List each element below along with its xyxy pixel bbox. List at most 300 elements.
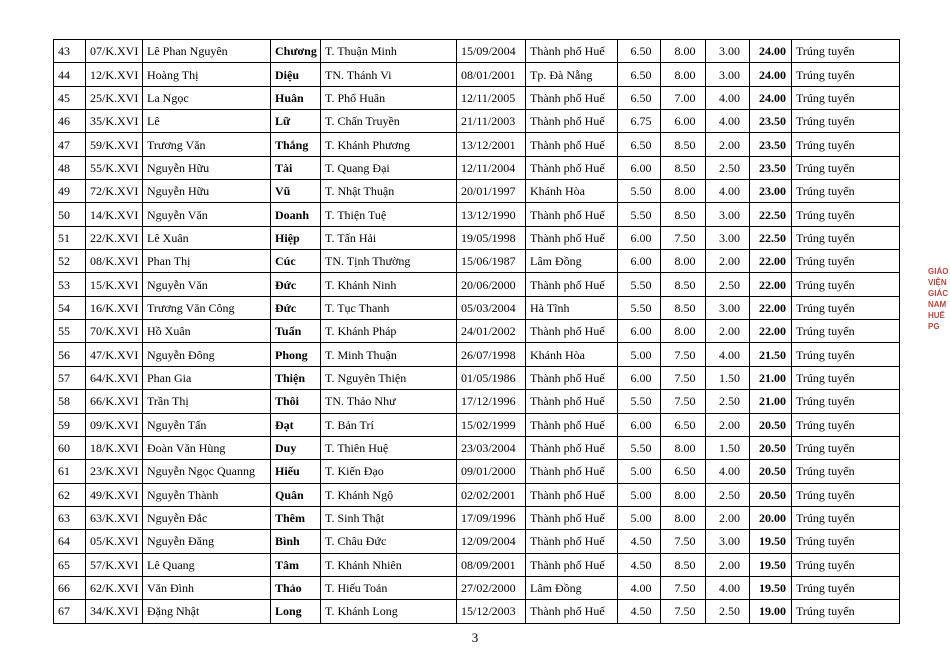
hometown: Thành phố Huế (526, 413, 618, 436)
score-1: 5.00 (618, 460, 661, 483)
score-3: 4.00 (706, 180, 750, 203)
score-2: 8.00 (661, 250, 706, 273)
dharma-name: T. Khánh Long (321, 600, 457, 623)
hometown: Thành phố Huế (526, 86, 618, 109)
row-number: 60 (54, 436, 86, 459)
hometown: Lâm Đồng (526, 576, 618, 599)
result-status: Trúng tuyển (792, 483, 900, 506)
dharma-name: T. Phổ Huân (321, 86, 457, 109)
score-3: 2.50 (706, 156, 750, 179)
hometown: Thành phố Huế (526, 156, 618, 179)
candidate-surname: Phan Thị (143, 250, 271, 273)
candidate-name: Thắng (271, 133, 321, 156)
score-2: 7.00 (661, 86, 706, 109)
stamp-text: GIÁO (928, 267, 949, 276)
score-1: 4.50 (618, 553, 661, 576)
candidate-name: Tuấn (271, 320, 321, 343)
row-number: 52 (54, 250, 86, 273)
candidate-code: 08/K.XVI (86, 250, 143, 273)
score-2: 8.50 (661, 296, 706, 319)
candidate-code: 25/K.XVI (86, 86, 143, 109)
score-2: 8.50 (661, 273, 706, 296)
score-1: 6.00 (618, 250, 661, 273)
result-status: Trúng tuyển (792, 320, 900, 343)
result-status: Trúng tuyển (792, 226, 900, 249)
result-status: Trúng tuyển (792, 366, 900, 389)
score-3: 3.00 (706, 63, 750, 86)
candidate-name: Long (271, 600, 321, 623)
total-score: 21.50 (750, 343, 792, 366)
hometown: Thành phố Huế (526, 226, 618, 249)
dharma-name: T. Hiếu Toản (321, 576, 457, 599)
dharma-name: T. Minh Thuận (321, 343, 457, 366)
hometown: Thành phố Huế (526, 436, 618, 459)
score-3: 2.50 (706, 483, 750, 506)
candidate-name: Hiếu (271, 460, 321, 483)
dharma-name: T. Nguyên Thiện (321, 366, 457, 389)
total-score: 22.00 (750, 296, 792, 319)
score-1: 6.00 (618, 156, 661, 179)
result-status: Trúng tuyển (792, 343, 900, 366)
candidate-code: 34/K.XVI (86, 600, 143, 623)
total-score: 21.00 (750, 366, 792, 389)
seal-stamp (928, 266, 950, 358)
dharma-name: T. Bản Trí (321, 413, 457, 436)
dharma-name: TN. Thảo Như (321, 390, 457, 413)
date-of-birth: 21/11/2003 (457, 110, 526, 133)
total-score: 20.00 (750, 506, 792, 529)
hometown: Thành phố Huế (526, 530, 618, 553)
total-score: 20.50 (750, 483, 792, 506)
candidate-code: 66/K.XVI (86, 390, 143, 413)
candidate-surname: Nguyễn Đắc (143, 506, 271, 529)
score-3: 2.00 (706, 320, 750, 343)
candidate-surname: Hồ Xuân (143, 320, 271, 343)
row-number: 63 (54, 506, 86, 529)
dharma-name: T. Kiến Đạo (321, 460, 457, 483)
score-3: 1.50 (706, 366, 750, 389)
hometown: Thành phố Huế (526, 203, 618, 226)
dharma-name: T. Khánh Phương (321, 133, 457, 156)
total-score: 19.50 (750, 576, 792, 599)
score-3: 2.50 (706, 390, 750, 413)
total-score: 22.50 (750, 203, 792, 226)
candidate-surname: Hoàng Thị (143, 63, 271, 86)
row-number: 54 (54, 296, 86, 319)
candidate-code: 49/K.XVI (86, 483, 143, 506)
score-1: 5.00 (618, 483, 661, 506)
dharma-name: T. Châu Đức (321, 530, 457, 553)
result-status: Trúng tuyển (792, 600, 900, 623)
date-of-birth: 12/09/2004 (457, 530, 526, 553)
date-of-birth: 15/12/2003 (457, 600, 526, 623)
candidate-surname: Trương Văn (143, 133, 271, 156)
total-score: 22.50 (750, 226, 792, 249)
table-row (54, 296, 900, 319)
total-score: 24.00 (750, 40, 792, 63)
score-2: 7.50 (661, 576, 706, 599)
total-score: 22.00 (750, 250, 792, 273)
result-status: Trúng tuyển (792, 553, 900, 576)
candidate-surname: Nguyễn Thành (143, 483, 271, 506)
score-1: 5.50 (618, 436, 661, 459)
row-number: 56 (54, 343, 86, 366)
dharma-name: T. Nhật Thuận (321, 180, 457, 203)
score-3: 2.00 (706, 133, 750, 156)
total-score: 23.00 (750, 180, 792, 203)
score-2: 7.50 (661, 530, 706, 553)
hometown: Thành phố Huế (526, 483, 618, 506)
result-status: Trúng tuyển (792, 460, 900, 483)
row-number: 50 (54, 203, 86, 226)
table-row (54, 390, 900, 413)
candidate-code: 70/K.XVI (86, 320, 143, 343)
date-of-birth: 13/12/2001 (457, 133, 526, 156)
candidate-name: Hiệp (271, 226, 321, 249)
dharma-name: T. Tục Thanh (321, 296, 457, 319)
row-number: 48 (54, 156, 86, 179)
hometown: Thành phố Huế (526, 133, 618, 156)
hometown: Thành phố Huế (526, 460, 618, 483)
result-status: Trúng tuyển (792, 203, 900, 226)
total-score: 24.00 (750, 86, 792, 109)
candidate-code: 18/K.XVI (86, 436, 143, 459)
row-number: 67 (54, 600, 86, 623)
hometown: Thành phố Huế (526, 320, 618, 343)
candidate-code: 05/K.XVI (86, 530, 143, 553)
score-3: 3.00 (706, 40, 750, 63)
score-1: 6.50 (618, 63, 661, 86)
date-of-birth: 15/06/1987 (457, 250, 526, 273)
result-status: Trúng tuyển (792, 413, 900, 436)
result-status: Trúng tuyển (792, 110, 900, 133)
dharma-name: T. Khánh Ninh (321, 273, 457, 296)
row-number: 45 (54, 86, 86, 109)
score-1: 5.50 (618, 296, 661, 319)
candidate-surname: Nguyễn Hữu (143, 156, 271, 179)
row-number: 59 (54, 413, 86, 436)
candidate-surname: Đặng Nhật (143, 600, 271, 623)
result-status: Trúng tuyển (792, 530, 900, 553)
date-of-birth: 08/01/2001 (457, 63, 526, 86)
date-of-birth: 01/05/1986 (457, 366, 526, 389)
candidate-surname: Trần Thị (143, 390, 271, 413)
result-status: Trúng tuyển (792, 156, 900, 179)
row-number: 55 (54, 320, 86, 343)
total-score: 20.50 (750, 460, 792, 483)
score-3: 1.50 (706, 436, 750, 459)
candidate-code: 35/K.XVI (86, 110, 143, 133)
candidate-name: Cúc (271, 250, 321, 273)
hometown: Tp. Đà Nẵng (526, 63, 618, 86)
candidate-name: Quân (271, 483, 321, 506)
score-2: 6.50 (661, 413, 706, 436)
row-number: 65 (54, 553, 86, 576)
score-1: 6.00 (618, 226, 661, 249)
date-of-birth: 20/06/2000 (457, 273, 526, 296)
dharma-name: T. Quang Đại (321, 156, 457, 179)
stamp-text: VIỆN (928, 278, 947, 287)
table-row (54, 320, 900, 343)
dharma-name: T. Khánh Ngộ (321, 483, 457, 506)
table-row (54, 40, 900, 63)
date-of-birth: 19/05/1998 (457, 226, 526, 249)
candidate-surname: Nguyễn Đăng (143, 530, 271, 553)
date-of-birth: 13/12/1990 (457, 203, 526, 226)
score-3: 4.00 (706, 460, 750, 483)
hometown: Thành phố Huế (526, 600, 618, 623)
dharma-name: TN. Tịnh Thường (321, 250, 457, 273)
candidate-name: Thêm (271, 506, 321, 529)
row-number: 64 (54, 530, 86, 553)
score-1: 4.00 (618, 576, 661, 599)
candidate-surname: Nguyễn Đông (143, 343, 271, 366)
total-score: 23.50 (750, 110, 792, 133)
score-3: 2.00 (706, 506, 750, 529)
row-number: 43 (54, 40, 86, 63)
candidate-name: Vũ (271, 180, 321, 203)
page-number: 3 (471, 630, 479, 645)
total-score: 22.00 (750, 273, 792, 296)
date-of-birth: 12/11/2005 (457, 86, 526, 109)
candidate-code: 59/K.XVI (86, 133, 143, 156)
candidate-name: Tâm (271, 553, 321, 576)
candidate-name: Thôi (271, 390, 321, 413)
row-number: 46 (54, 110, 86, 133)
result-status: Trúng tuyển (792, 250, 900, 273)
score-2: 7.50 (661, 366, 706, 389)
dharma-name: T. Tấn Hải (321, 226, 457, 249)
score-2: 7.50 (661, 226, 706, 249)
stamp-text: GIÁC (928, 289, 948, 298)
score-1: 4.50 (618, 530, 661, 553)
candidate-name: Thảo (271, 576, 321, 599)
candidate-code: 09/K.XVI (86, 413, 143, 436)
result-status: Trúng tuyển (792, 86, 900, 109)
candidate-name: Diệu (271, 63, 321, 86)
row-number: 62 (54, 483, 86, 506)
total-score: 21.00 (750, 390, 792, 413)
table-row (54, 180, 900, 203)
result-status: Trúng tuyển (792, 273, 900, 296)
table-row (54, 576, 900, 599)
table-body (54, 40, 900, 624)
score-1: 5.50 (618, 273, 661, 296)
candidate-code: 14/K.XVI (86, 203, 143, 226)
total-score: 23.50 (750, 156, 792, 179)
score-2: 8.00 (661, 180, 706, 203)
score-1: 5.00 (618, 343, 661, 366)
candidate-code: 22/K.XVI (86, 226, 143, 249)
date-of-birth: 15/02/1999 (457, 413, 526, 436)
candidate-name: Duy (271, 436, 321, 459)
date-of-birth: 17/09/1996 (457, 506, 526, 529)
date-of-birth: 12/11/2004 (457, 156, 526, 179)
total-score: 20.50 (750, 413, 792, 436)
candidate-code: 07/K.XVI (86, 40, 143, 63)
table-row (54, 86, 900, 109)
row-number: 61 (54, 460, 86, 483)
date-of-birth: 17/12/1996 (457, 390, 526, 413)
table-row (54, 110, 900, 133)
score-3: 3.00 (706, 203, 750, 226)
row-number: 58 (54, 390, 86, 413)
candidate-name: Huân (271, 86, 321, 109)
result-status: Trúng tuyển (792, 133, 900, 156)
candidate-surname: Phan Gia (143, 366, 271, 389)
score-1: 6.50 (618, 40, 661, 63)
result-status: Trúng tuyển (792, 436, 900, 459)
date-of-birth: 26/07/1998 (457, 343, 526, 366)
hometown: Thành phố Huế (526, 553, 618, 576)
result-status: Trúng tuyển (792, 296, 900, 319)
table-row (54, 460, 900, 483)
candidate-code: 15/K.XVI (86, 273, 143, 296)
score-2: 8.50 (661, 156, 706, 179)
row-number: 66 (54, 576, 86, 599)
candidate-surname: Trương Văn Công (143, 296, 271, 319)
table-row (54, 600, 900, 623)
score-2: 8.00 (661, 506, 706, 529)
candidate-surname: Nguyễn Hữu (143, 180, 271, 203)
date-of-birth: 05/03/2004 (457, 296, 526, 319)
score-2: 8.00 (661, 320, 706, 343)
score-1: 5.00 (618, 506, 661, 529)
total-score: 19.50 (750, 530, 792, 553)
candidate-code: 12/K.XVI (86, 63, 143, 86)
score-3: 3.00 (706, 530, 750, 553)
score-3: 4.00 (706, 86, 750, 109)
candidate-surname: Lê Phan Nguyên (143, 40, 271, 63)
total-score: 20.50 (750, 436, 792, 459)
stamp-text: NAM (928, 300, 947, 309)
score-1: 6.50 (618, 86, 661, 109)
hometown: Thành phố Huế (526, 110, 618, 133)
table-row (54, 553, 900, 576)
dharma-name: T. Thuận Minh (321, 40, 457, 63)
date-of-birth: 24/01/2002 (457, 320, 526, 343)
table-row (54, 366, 900, 389)
candidate-name: Bình (271, 530, 321, 553)
candidate-name: Phong (271, 343, 321, 366)
row-number: 44 (54, 63, 86, 86)
dharma-name: T. Sinh Thật (321, 506, 457, 529)
score-2: 8.00 (661, 63, 706, 86)
table-row (54, 273, 900, 296)
table-row (54, 156, 900, 179)
hometown: Thành phố Huế (526, 390, 618, 413)
candidate-surname: La Ngọc (143, 86, 271, 109)
candidate-surname: Văn Đình (143, 576, 271, 599)
hometown: Thành phố Huế (526, 506, 618, 529)
date-of-birth: 23/03/2004 (457, 436, 526, 459)
candidate-code: 55/K.XVI (86, 156, 143, 179)
score-3: 2.00 (706, 553, 750, 576)
row-number: 57 (54, 366, 86, 389)
candidate-name: Doanh (271, 203, 321, 226)
score-1: 6.50 (618, 133, 661, 156)
hometown: Khánh Hòa (526, 180, 618, 203)
candidate-surname: Nguyễn Ngọc Quanng (143, 460, 271, 483)
score-1: 5.50 (618, 180, 661, 203)
dharma-name: T. Chấn Truyền (321, 110, 457, 133)
dharma-name: T. Khánh Pháp (321, 320, 457, 343)
hometown: Hà Tĩnh (526, 296, 618, 319)
score-2: 6.00 (661, 110, 706, 133)
score-3: 4.00 (706, 343, 750, 366)
score-2: 8.00 (661, 483, 706, 506)
result-status: Trúng tuyển (792, 180, 900, 203)
score-3: 3.00 (706, 296, 750, 319)
table-row (54, 506, 900, 529)
score-1: 4.50 (618, 600, 661, 623)
total-score: 19.50 (750, 553, 792, 576)
candidate-name: Đức (271, 273, 321, 296)
score-2: 8.00 (661, 436, 706, 459)
candidate-name: Tài (271, 156, 321, 179)
score-2: 8.50 (661, 203, 706, 226)
score-1: 5.50 (618, 203, 661, 226)
score-3: 2.50 (706, 600, 750, 623)
candidate-surname: Lê Xuân (143, 226, 271, 249)
score-2: 7.50 (661, 600, 706, 623)
total-score: 23.50 (750, 133, 792, 156)
score-3: 2.50 (706, 273, 750, 296)
score-3: 3.00 (706, 226, 750, 249)
dharma-name: T. Thiện Tuệ (321, 203, 457, 226)
candidate-name: Thiện (271, 366, 321, 389)
score-3: 4.00 (706, 110, 750, 133)
stamp-text: HUẾ (928, 311, 945, 320)
score-1: 6.00 (618, 366, 661, 389)
date-of-birth: 20/01/1997 (457, 180, 526, 203)
candidate-surname: Nguyễn Văn (143, 273, 271, 296)
total-score: 19.00 (750, 600, 792, 623)
candidate-code: 16/K.XVI (86, 296, 143, 319)
result-status: Trúng tuyển (792, 506, 900, 529)
score-3: 2.00 (706, 413, 750, 436)
row-number: 47 (54, 133, 86, 156)
table-row (54, 483, 900, 506)
row-number: 53 (54, 273, 86, 296)
table-row (54, 63, 900, 86)
candidate-surname: Nguyễn Tấn (143, 413, 271, 436)
results-table (53, 39, 900, 624)
hometown: Thành phố Huế (526, 40, 618, 63)
candidate-name: Chương (271, 40, 321, 63)
score-2: 6.50 (661, 460, 706, 483)
dharma-name: T. Khánh Nhiên (321, 553, 457, 576)
result-status: Trúng tuyển (792, 63, 900, 86)
date-of-birth: 08/09/2001 (457, 553, 526, 576)
candidate-name: Đạt (271, 413, 321, 436)
result-status: Trúng tuyển (792, 390, 900, 413)
score-2: 8.00 (661, 40, 706, 63)
hometown: Lâm Đồng (526, 250, 618, 273)
candidate-code: 63/K.XVI (86, 506, 143, 529)
table-row (54, 250, 900, 273)
date-of-birth: 27/02/2000 (457, 576, 526, 599)
candidate-code: 57/K.XVI (86, 553, 143, 576)
table-row (54, 226, 900, 249)
total-score: 22.00 (750, 320, 792, 343)
candidate-surname: Đoàn Văn Hùng (143, 436, 271, 459)
score-1: 5.50 (618, 390, 661, 413)
date-of-birth: 15/09/2004 (457, 40, 526, 63)
score-2: 8.50 (661, 133, 706, 156)
score-1: 6.00 (618, 413, 661, 436)
candidate-code: 47/K.XVI (86, 343, 143, 366)
